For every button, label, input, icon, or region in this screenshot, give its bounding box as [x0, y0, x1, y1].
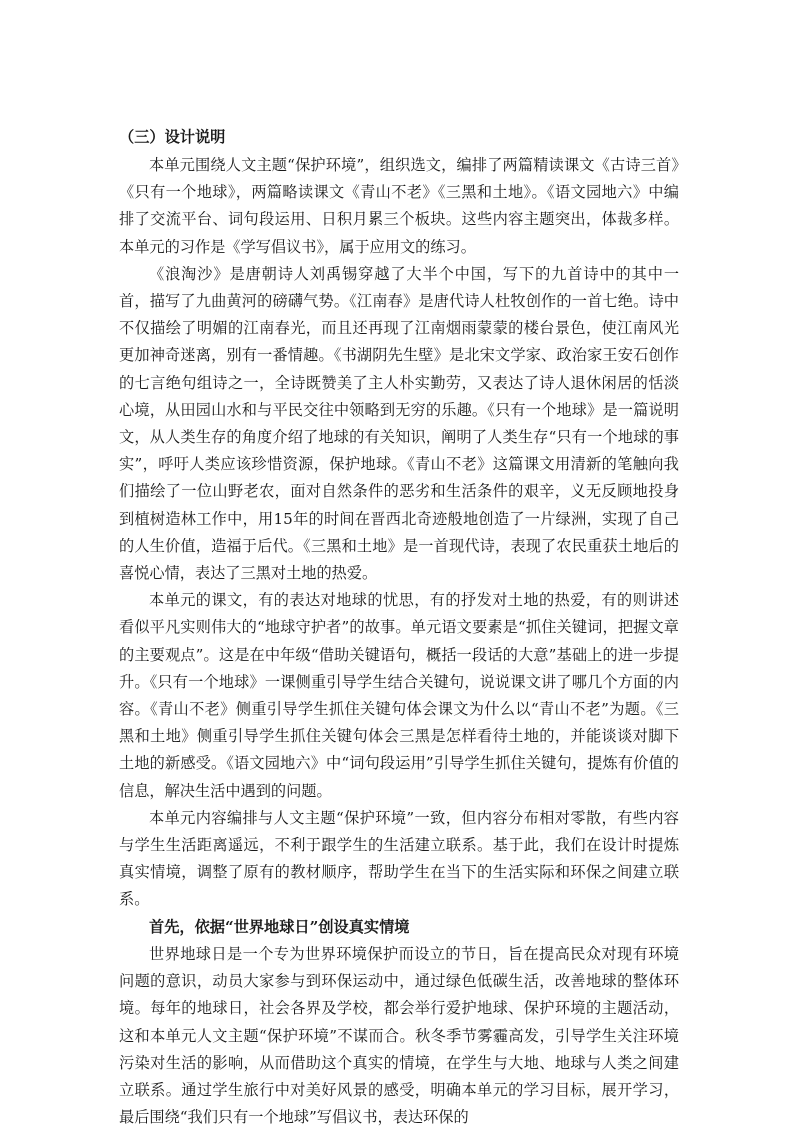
paragraph-text-descriptions: 《浪淘沙》是唐朝诗人刘禹锡穿越了大半个中国，写下的九首诗中的其中一首，描写了九曲黄河的磅礴气势。《江南春》是唐代诗人杜牧创作的一首七绝。诗中不仅描绘了明媚的江南春光，而且还再现了江南烟雨蒙蒙的楼台景色，使江南风光更加神奇迷离，别有一番情趣。《书湖阴先生壁》是北宋文学家、政治家王安石创作的七言绝句组诗之一，全诗既赞美了主人朴实勤劳，又表达了诗人退休闲居的恬淡心境，从田园山水和与平民交往中领略到无穷的乐趣。《只有一个地球》是一篇说明文，从人类生存的角度介绍了地球的有关知识，阐明了人类生存“只有一个地球的事实”，呼吁人类应该珍惜资源，保护地球。《青山不老》这篇课文用清新的笔触向我们描绘了一位山野老农，面对自然条件的恶劣和生活条件的艰辛，义无反顾地投身到植树造林工作中，用15年的时间在晋西北奇迹般地创造了一片绿洲，实现了自己的人生价值，造福于后代。《三黑和土地》是一首现代诗，表现了农民重获土地后的喜悦心情，表达了三黑对土地的热爱。: [119, 264, 679, 583]
section-heading: （三）设计说明: [119, 128, 226, 146]
paragraph-design-rationale: 本单元内容编排与人文主题“保护环境”一致，但内容分布相对零散，有些内容与学生生活距离遥远，不利于跟学生的生活建立联系。基于此，我们在设计时提炼真实情境，调整了原有的教材顺序，帮助学生在当下的生活实际和环保之间建立联系。: [119, 808, 679, 909]
document-page: [119, 122, 679, 1131]
paragraph-unit-overview: 本单元围绕人文主题“保护环境”，组织选文，编排了两篇精读课文《古诗三首》《只有一个地球》，两篇略读课文《青山不老》《三黑和土地》。《语文园地六》中编排了交流平台、词句段运用、日积月累三个板块。这些内容主题突出，体裁多样。本单元的习作是《学写倡议书》，属于应用文的练习。: [119, 156, 679, 256]
paragraph-language-elements: 本单元的课文，有的表达对地球的忧思，有的抒发对土地的热爱，有的则讲述看似平凡实则伟大的“地球守护者”的故事。单元语文要素是“抓住关键词，把握文章的主要观点”。这是在中年级“借助关键语句，概括一段话的大意”基础上的进一步提升。《只有一个地球》一课侧重引导学生结合关键句，说说课文讲了哪几个方面的内容。《青山不老》侧重引导学生抓住关键句体会课文为什么以“青山不老”为题。《三黑和土地》侧重引导学生抓住关键句体会三黑是怎样看待土地的，并能谈谈对脚下土地的新感受。《语文园地六》中“词句段运用”引导学生抓住关键句，提炼有价值的信息，解决生活中遇到的问题。: [119, 591, 679, 800]
paragraph-earth-day: 世界地球日是一个专为世界环境保护而设立的节日，旨在提高民众对现有环境问题的意识，动员大家参与到环保运动中，通过绿色低碳生活，改善地球的整体环境。每年的地球日，社会各界及学校，都会举行爱护地球、保护环境的主题活动，这和本单元人文主题“保护环境”不谋而合。秋冬季节雾霾高发，引导学生关注环境污染对生活的影响，从而借助这个真实的情境，在学生与大地、地球与人类之间建立联系。通过学生旅行中对美好风景的感受，明确本单元的学习目标，展开学习，最后围绕“我们只有一个地球”写倡议书，表达环保的: [119, 944, 679, 1127]
subheading-earth-day: 首先，依据“世界地球日”创设真实情境: [149, 917, 410, 936]
